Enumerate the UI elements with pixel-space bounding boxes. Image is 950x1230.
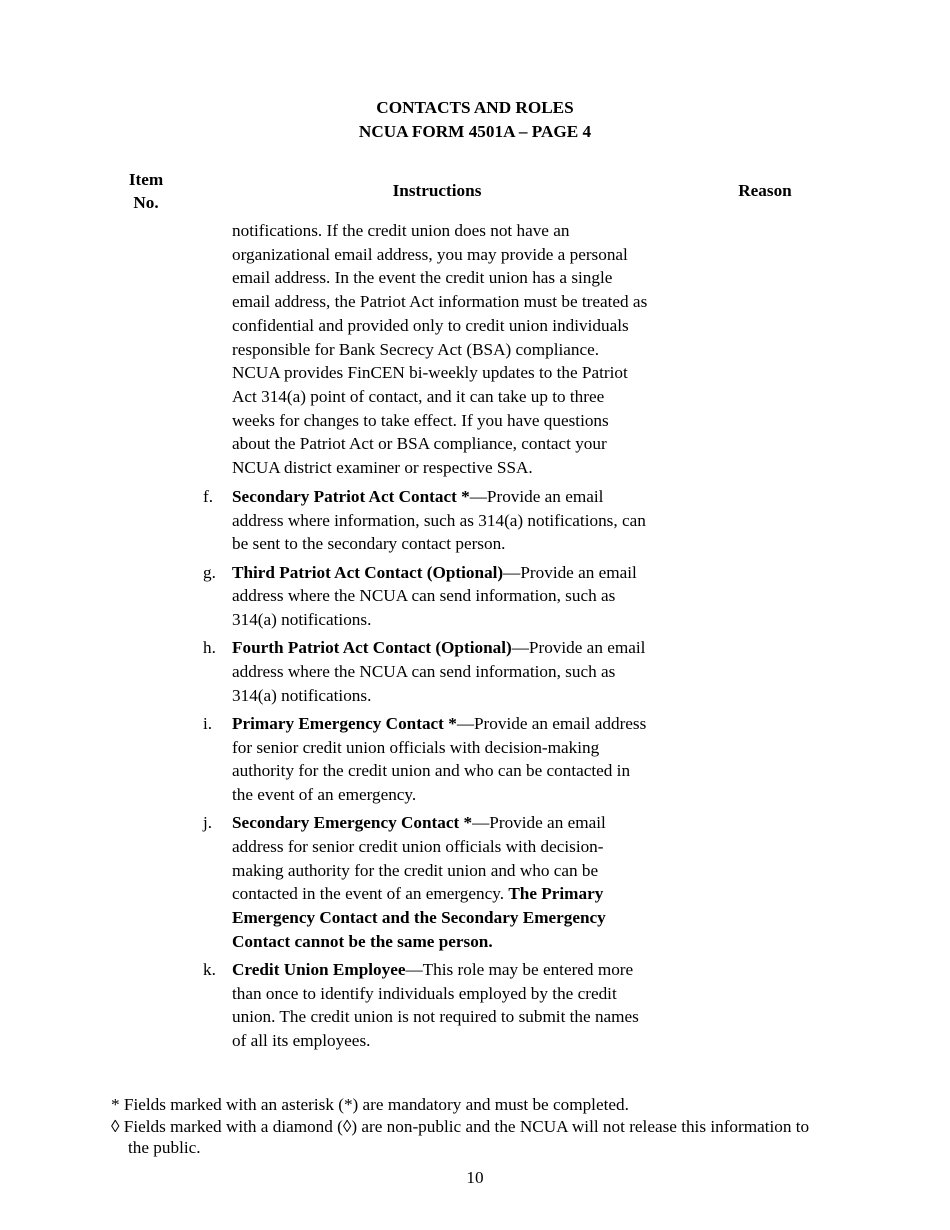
item-line [232, 532, 693, 556]
item-line [232, 684, 693, 708]
item-line [232, 783, 693, 807]
instruction-item [203, 636, 693, 707]
item-line [232, 712, 693, 736]
item-text: union. The credit union is not required to submit the names [232, 1007, 639, 1027]
continuation-line: organizational email address, you may provide a personal [232, 244, 628, 264]
footnote-diamond: ◊ Fields marked with a diamond (◊) are non-public and the NCUA will not release this information to the public. [111, 1116, 810, 1157]
title-line-1: CONTACTS AND ROLES [376, 98, 574, 117]
column-header-item-no: Item No. [128, 170, 164, 212]
item-letter: f. [203, 487, 214, 506]
instruction-item [203, 958, 693, 1053]
item-line [232, 485, 693, 509]
footnotes [111, 1094, 831, 1159]
continuation-line: weeks for changes to take effect. If you have questions [232, 410, 609, 430]
item-bold-text: Secondary Emergency Contact * [232, 813, 473, 833]
item-line [232, 759, 693, 783]
column-header-instructions: Instructions [392, 181, 482, 200]
item-line [232, 608, 693, 632]
item-line [232, 561, 693, 585]
instruction-item [203, 811, 693, 953]
item-line [232, 509, 693, 533]
continuation-line: email address, the Patriot Act information must be treated as [232, 292, 648, 312]
item-line [232, 1029, 693, 1053]
item-text: 314(a) notifications. [232, 610, 372, 630]
item-letter: h. [203, 638, 216, 658]
item-text: —Provide an email [511, 638, 646, 658]
footnote-asterisk: * Fields marked with an asterisk (*) are mandatory and must be completed. [111, 1095, 629, 1114]
item-bold-text: Fourth Patriot Act Contact (Optional) [232, 638, 512, 658]
item-letter: i. [203, 713, 213, 733]
item-bold-text: Contact cannot be the same person. [232, 931, 493, 951]
item-line [232, 660, 693, 684]
instruction-items-list [203, 485, 693, 1057]
item-line [232, 584, 693, 608]
item-text: 314(a) notifications. [232, 685, 372, 705]
instruction-item [203, 485, 693, 556]
continuation-line: email address. In the event the credit union has a single [232, 268, 613, 288]
item-text: than once to identify individuals employed by the credit [232, 983, 617, 1003]
item-bold-text: Third Patriot Act Contact (Optional) [232, 562, 504, 582]
title-line-2: NCUA FORM 4501A – PAGE 4 [358, 122, 592, 141]
item-text: —Provide an email [503, 562, 637, 582]
item-line [232, 930, 693, 954]
item-text: address where information, such as 314(a) notifications, can [232, 510, 646, 530]
item-bold-text: Primary Emergency Contact * [232, 713, 457, 733]
continuation-line: responsible for Bank Secrecy Act (BSA) compliance. [232, 339, 600, 359]
continuation-paragraph [232, 219, 692, 480]
item-text: contacted in the event of an emergency. [232, 884, 509, 904]
item-text: —Provide an email [469, 487, 604, 506]
item-line [232, 636, 693, 660]
item-line [232, 859, 693, 883]
item-line [232, 958, 693, 982]
column-header-reason: Reason [738, 181, 792, 200]
item-text: address where the NCUA can send information, such as [232, 586, 616, 606]
item-text: address for senior credit union officials with decision- [232, 836, 604, 856]
item-text: of all its employees. [232, 1030, 371, 1050]
item-text: for senior credit union officials with decision-making [232, 737, 600, 757]
item-letter: g. [203, 562, 216, 582]
item-line [232, 982, 693, 1006]
item-line [232, 1005, 693, 1029]
item-text: —Provide an email address [456, 713, 647, 733]
continuation-line: NCUA provides FinCEN bi-weekly updates to the Patriot [232, 363, 628, 383]
item-text: —This role may be entered more [405, 959, 634, 979]
item-letter: k. [203, 959, 216, 979]
item-line [232, 906, 693, 930]
continuation-line: notifications. If the credit union does not have an [232, 221, 570, 240]
item-bold-text: Credit Union Employee [232, 959, 406, 979]
item-text: address where the NCUA can send information, such as [232, 661, 616, 681]
continuation-line: about the Patriot Act or BSA compliance, contact your [232, 434, 607, 454]
instruction-item [203, 712, 693, 807]
item-line [232, 811, 693, 835]
item-text: the event of an emergency. [232, 784, 417, 804]
item-bold-text: Emergency Contact and the Secondary Emergency [232, 907, 606, 927]
item-text: —Provide an email [472, 813, 606, 833]
continuation-line: Act 314(a) point of contact, and it can take up to three [232, 386, 605, 406]
continuation-line: confidential and provided only to credit union individuals [232, 315, 629, 335]
item-line [232, 835, 693, 859]
instruction-item [203, 561, 693, 632]
item-text: authority for the credit union and who can be contacted in [232, 761, 631, 781]
page-title [0, 96, 950, 144]
item-bold-text: Secondary Patriot Act Contact * [232, 487, 470, 506]
page-number: 10 [466, 1168, 484, 1187]
item-line [232, 736, 693, 760]
item-bold-text: The Primary [508, 884, 604, 904]
item-text: making authority for the credit union and who can be [232, 860, 599, 880]
item-text: be sent to the secondary contact person. [232, 534, 506, 554]
item-line [232, 882, 693, 906]
continuation-line: NCUA district examiner or respective SSA. [232, 458, 533, 478]
item-letter: j. [203, 813, 213, 833]
